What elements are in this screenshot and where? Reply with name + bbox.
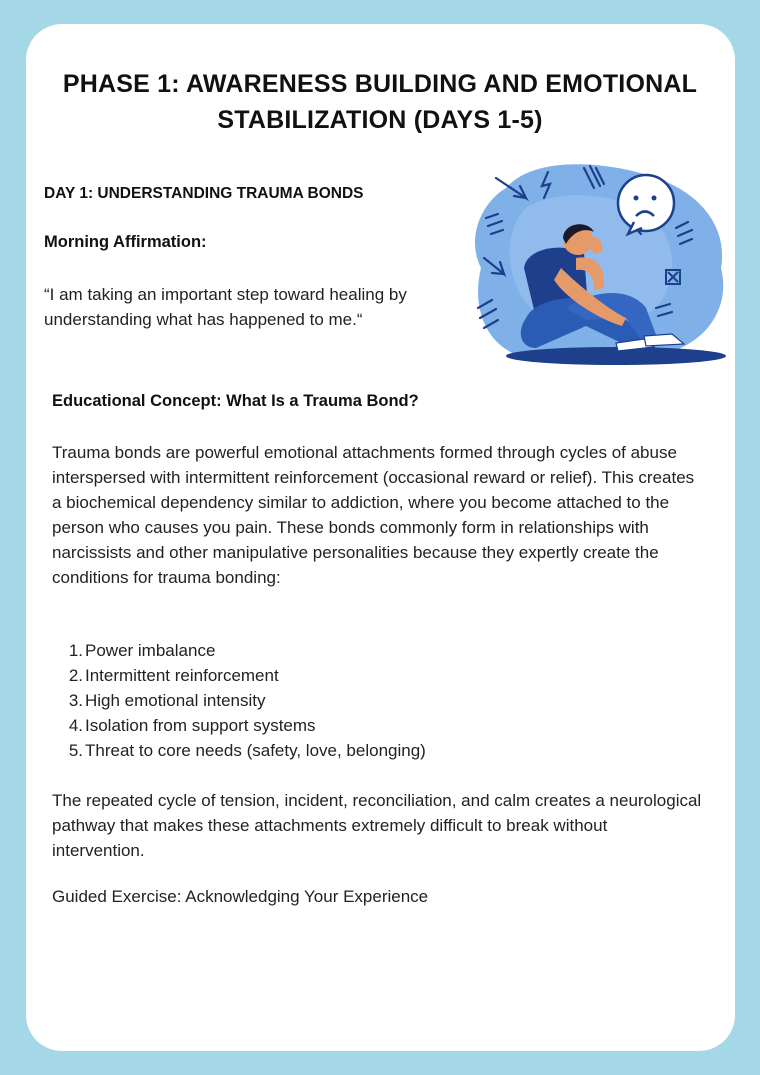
list-item bbox=[52, 688, 426, 713]
list-number: 5. bbox=[68, 741, 83, 760]
list-item bbox=[52, 713, 426, 738]
list-item bbox=[52, 638, 426, 663]
educational-paragraph: Trauma bonds are powerful emotional attachments formed through cycles of abuse interspersed with intermittent reinforcement (occasional reward or relief). This creates a biochemical dependency similar to addiction, where you become attached to the person who causes you pain. These bonds commonly form in relationships with narcissists and other manipulative personalities because they expertly create the conditions for trauma bonding: bbox=[52, 443, 695, 587]
list-text: Intermittent reinforcement bbox=[85, 666, 279, 685]
list-number: 3. bbox=[68, 691, 83, 710]
list-text: Isolation from support systems bbox=[85, 716, 316, 735]
title-line-2: STABILIZATION (DAYS 1-5) bbox=[217, 106, 543, 134]
sad-person-illustration bbox=[466, 158, 736, 378]
list-number: 1. bbox=[68, 641, 83, 660]
trauma-bond-conditions-list bbox=[52, 638, 426, 763]
affirmation-text: “I am taking an important step toward healing by understanding what has happened to me.“ bbox=[44, 285, 407, 329]
day-title: DAY 1: UNDERSTANDING TRAUMA BONDS bbox=[44, 185, 364, 202]
list-item bbox=[52, 663, 426, 688]
list-number: 2. bbox=[68, 666, 83, 685]
guided-exercise-label: Guided Exercise: Acknowledging Your Experience bbox=[52, 887, 429, 906]
title-line-1: PHASE 1: AWARENESS BUILDING AND EMOTIONAL bbox=[62, 70, 698, 98]
list-text: Threat to core needs (safety, love, belonging) bbox=[85, 741, 426, 760]
list-item bbox=[52, 738, 426, 763]
list-number: 4. bbox=[68, 716, 83, 735]
list-text: High emotional intensity bbox=[85, 691, 266, 710]
educational-concept-label: Educational Concept: What Is a Trauma Bond? bbox=[52, 392, 419, 410]
cycle-paragraph: The repeated cycle of tension, incident, reconciliation, and calm creates a neurological pathway that makes these attachments extremely difficult to break without intervention. bbox=[52, 791, 702, 860]
page-title bbox=[0, 66, 760, 138]
affirmation-label: Morning Affirmation: bbox=[44, 233, 207, 251]
list-text: Power imbalance bbox=[85, 641, 216, 660]
